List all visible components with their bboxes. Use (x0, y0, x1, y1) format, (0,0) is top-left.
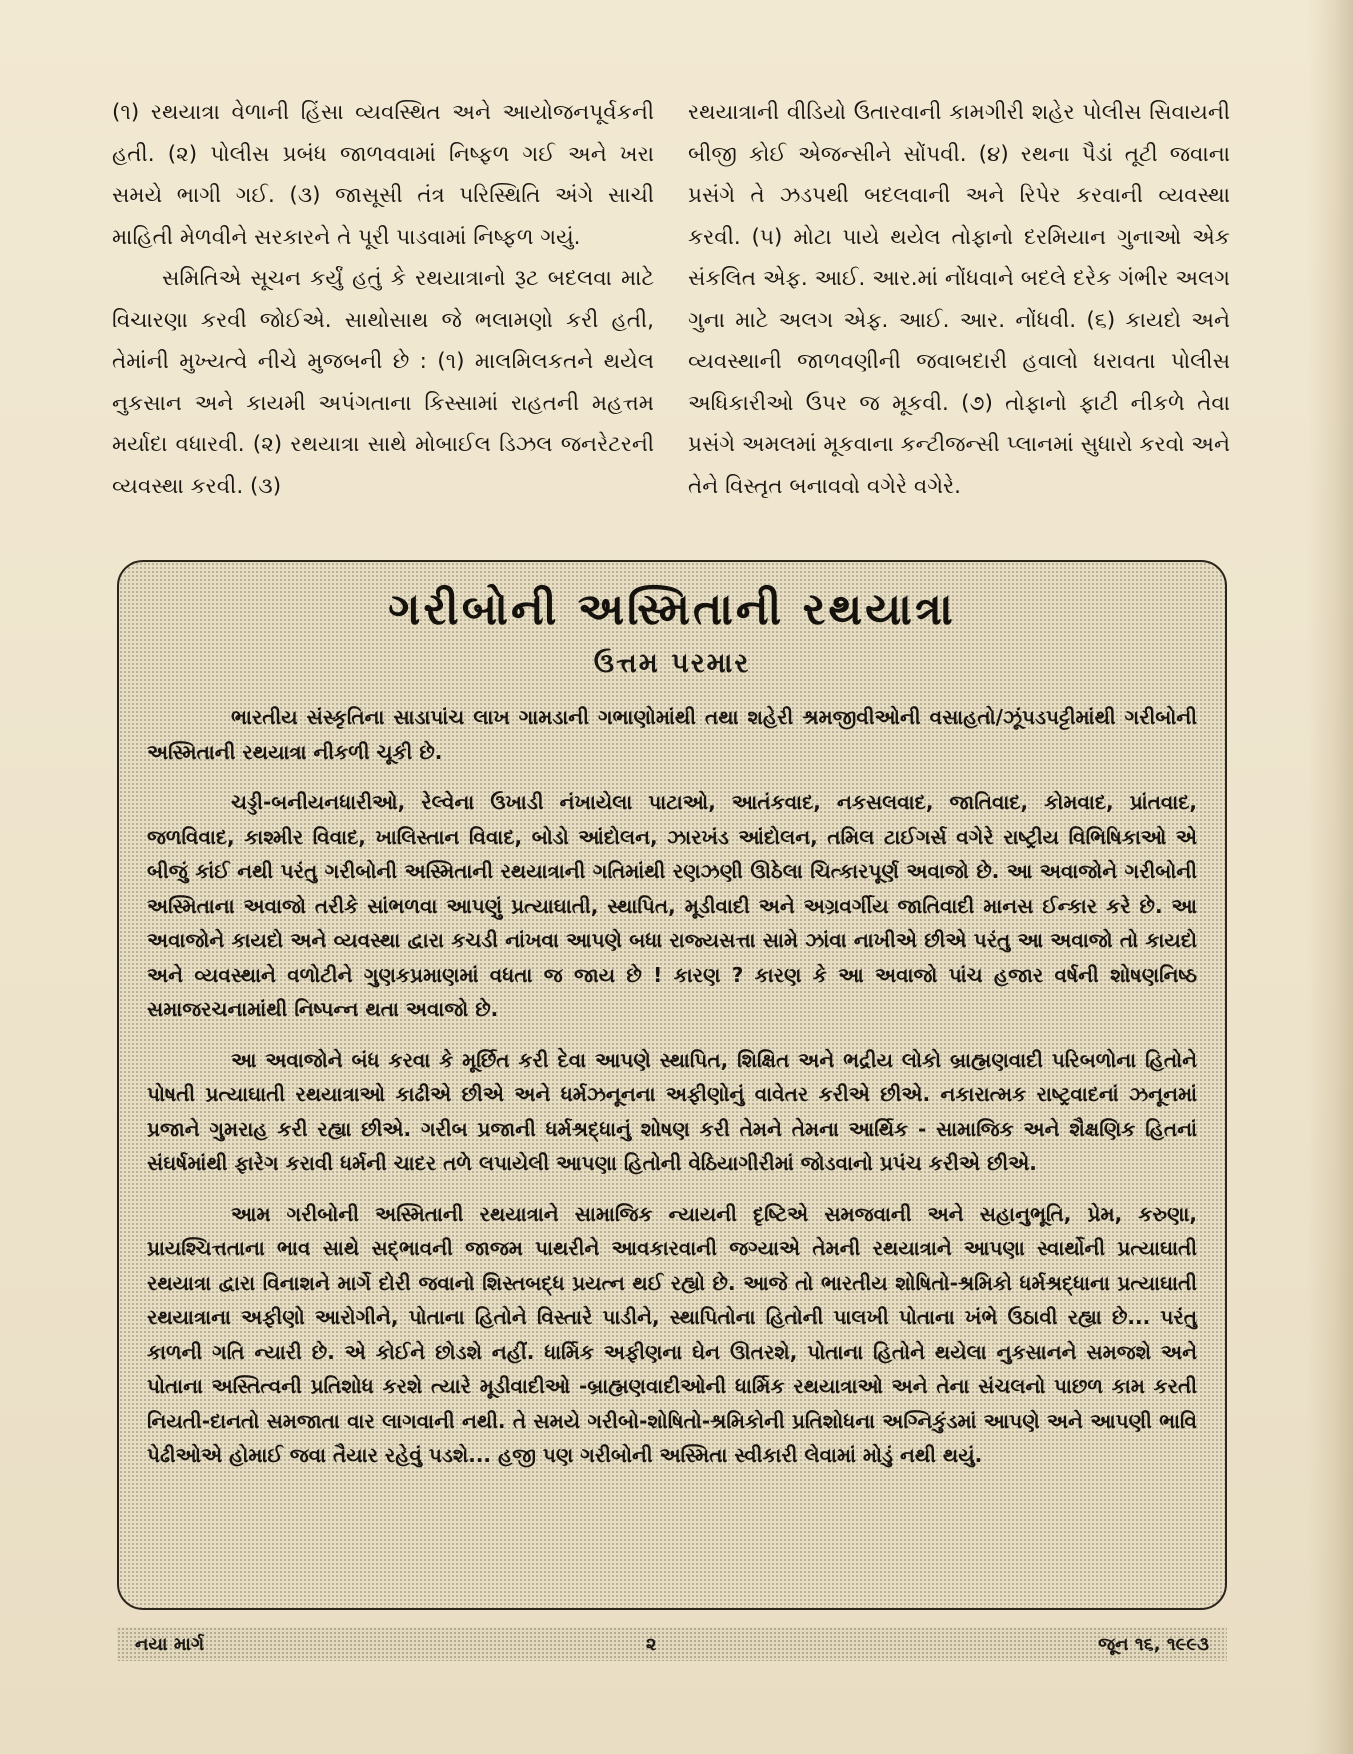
left-column (112, 92, 654, 540)
right-column (688, 92, 1230, 540)
issue-date: જૂન ૧૬, ૧૯૯૩ (1098, 1633, 1209, 1655)
right-column-paragraph: રથયાત્રાની વીડિયો ઉતારવાની કામગીરી શહેર પોલીસ સિવાયની બીજી કોઈ એજન્સીને સોંપવી. (૪) રથના પૈડાં તૂટી જવાના પ્રસંગે તે ઝડપથી બદલવાની અને રિપેર કરવાની વ્યવસ્થા કરવી. (૫) મોટા પાયે થયેલ તોફાનો દરમિયાન ગુનાઓ એક સંકલિત એફ. આઈ. આર.માં નોંધવાને બદલે દરેક ગંભીર અલગ ગુના માટે અલગ એફ. આઈ. આર. નોંધવી. (૬) કાયદો અને વ્યવસ્થાની જાળવણીની જવાબદારી હવાલો ધરાવતા પોલીસ અધિકારીઓ ઉપર જ મૂકવી. (૭) તોફાનો ફાટી નીકળે તેવા પ્રસંગે અમલમાં મૂકવાના કન્ટીજન્સી પ્લાનમાં સુધારો કરવો અને તેને વિસ્તૃત બનાવવો વગેરે વગેરે. (688, 100, 1230, 499)
left-column-paragraph: (૧) રથયાત્રા વેળાની હિંસા વ્યવસ્થિત અને આયોજનપૂર્વકની હતી. (૨) પોલીસ પ્રબંધ જાળવવામાં નિષ્ફળ ગઈ અને ખરા સમયે ભાગી ગઈ. (૩) જાસૂસી તંત્ર પરિસ્થિતિ અંગે સાચી માહિતી મેળવીને સરકારને તે પૂરી પાડવામાં નિષ્ફળ ગયું. (112, 100, 654, 250)
page-edge-shadow (1307, 0, 1353, 1754)
article-paragraph: ભારતીય સંસ્કૃતિના સાડાપાંચ લાખ ગામડાની ગભાણોમાંથી તથા શહેરી શ્રમજીવીઓની વસાહતો/ઝૂંપડપટ્ટીમાંથી ગરીબોની અસ્મિતાની રથયાત્રા નીકળી ચૂકી છે. (147, 705, 1197, 764)
left-column-paragraph: સમિતિએ સૂચન કર્યું હતું કે રથયાત્રાનો રૂટ બદલવા માટે વિચારણા કરવી જોઈએ. સાથોસાથ જે ભલામણો કરી હતી, તેમાંની મુખ્યત્વે નીચે મુજબની છે : (૧) માલમિલકતને થયેલ નુકસાન અને કાયમી અપંગતાના કિસ્સામાં રાહતની મહત્તમ મર્યાદા વધારવી. (૨) રથયાત્રા સાથે મોબાઈલ ડિઝલ જનરેટરની વ્યવસ્થા કરવી. (૩) (112, 266, 654, 499)
page-footer (117, 1627, 1227, 1661)
article-paragraph: આમ ગરીબોની અસ્મિતાની રથયાત્રાને સામાજિક ન્યાયની દૃષ્ટિએ સમજવાની અને સહાનુભૂતિ, પ્રેમ, કરુણા, પ્રાયશ્ચિત્તતાના ભાવ સાથે સદ્ભાવની જાજમ પાથરીને આવકારવાની જગ્યાએ તેમની રથયાત્રાને આપણા સ્વાર્થોની પ્રત્યાઘાતી રથયાત્રા દ્વારા વિનાશને માર્ગે દોરી જવાનો શિસ્તબદ્ધ પ્રયત્ન થઈ રહ્યો છે. આજે તો ભારતીય શોષિતો-શ્રમિકો ધર્મશ્રદ્ધાના પ્રત્યાઘાતી રથયાત્રાના અફીણો આરોગીને, પોતાના હિતોને વિસ્તારે પાડીને, સ્થાપિતોના હિતોની પાલખી પોતાના ખંભે ઉઠાવી રહ્યા છે... પરંતુ કાળની ગતિ ન્યારી છે. એ કોઈને છોડશે નહીં. ધાર્મિક અફીણના ઘેન ઊતરશે, પોતાના હિતોને થયેલા નુકસાનને સમજશે અને પોતાના અસ્તિત્વની પ્રતિશોધ કરશે ત્યારે મૂડીવાદીઓ -બ્રાહ્મણવાદીઓની ધાર્મિક રથયાત્રાઓ અને તેના સંચલનો પાછળ કામ કરતી નિયતી-દાનતો સમજાતા વાર લાગવાની નથી. તે સમયે ગરીબો-શોષિતો-શ્રમિકોની પ્રતિશોધના અગ્નિકુંડમાં આપણે અને આપણી ભાવિ પેઢીઓએ હોમાઈ જવા તૈયાર રહેવું પડશે... હજી પણ ગરીબોની અસ્મિતા સ્વીકારી લેવામાં મોડું નથી થયું. (147, 1201, 1197, 1467)
article-paragraph: આ અવાજોને બંધ કરવા કે મૂર્છિત કરી દેવા આપણે સ્થાપિત, શિક્ષિત અને ભદ્રીય લોકો બ્રાહ્મણવાદી પરિબળોના હિતોને પોષતી પ્રત્યાઘાતી રથયાત્રાઓ કાઢીએ છીએ અને ધર્મઝનૂનના અફીણોનું વાવેતર કરીએ છીએ. નકારાત્મક રાષ્ટ્રવાદનાં ઝનૂનમાં પ્રજાને ગુમરાહ કરી રહ્યા છીએ. ગરીબ પ્રજાની ધર્મશ્રદ્ધાનું શોષણ કરી તેમને તેમના આર્થિક - સામાજિક અને શૈક્ષણિક હિતનાં સંઘર્ષમાંથી ફારેગ કરાવી ધર્મની ચાદર તળે લપાયેલી આપણા હિતોની વેઠિયાગીરીમાં જોડવાનો પ્રપંચ કરીએ છીએ. (147, 1047, 1197, 1175)
two-column-text (112, 92, 1230, 540)
page-number: ૨ (645, 1633, 657, 1655)
article-title: ગરીબોની અસ્મિતાની રથયાત્રા (388, 584, 956, 635)
article-author: ઉત્તમ પરમાર (593, 648, 751, 679)
article-paragraph: ચડ્ડી-બનીયનધારીઓ, રેલ્વેના ઉખાડી નંખાયેલા પાટાઓ, આતંકવાદ, નકસલવાદ, જાતિવાદ, કોમવાદ, પ્રાંતવાદ, જળવિવાદ, કાશ્મીર વિવાદ, ખાલિસ્તાન વિવાદ, બોડો આંદોલન, ઝારખંડ આંદોલન, તમિલ ટાઈગર્સ વગેરે રાષ્ટ્રીય વિભિષિકાઓ એ બીજું કાંઈ નથી પરંતુ ગરીબોની અસ્મિતાની રથયાત્રાની ગતિમાંથી રણઝણી ઊઠેલા ચિત્કારપૂર્ણ અવાજો છે. આ અવાજોને ગરીબોની અસ્મિતાના અવાજો તરીકે સાંભળવા આપણું પ્રત્યાઘાતી, સ્થાપિત, મૂડીવાદી અને અગ્રવર્ગીય જાતિવાદી માનસ ઈન્કાર કરે છે. આ અવાજોને કાયદો અને વ્યવસ્થા દ્વારા કચડી નાંખવા આપણે બધા રાજ્યસત્તા સામે ઝાંવા નાખીએ છીએ પરંતુ આ અવાજો તો કાયદો અને વ્યવસ્થાને વળોટીને ગુણકપ્રમાણમાં વધતા જ જાય છે ! કારણ ? કારણ કે આ અવાજો પાંચ હજાર વર્ષની શોષણનિષ્ઠ સમાજરચનામાંથી નિષ્પન્ન થતા અવાજો છે. (147, 790, 1197, 1021)
publication-name: નયા માર્ગ (135, 1633, 205, 1655)
boxed-article (117, 560, 1227, 1610)
